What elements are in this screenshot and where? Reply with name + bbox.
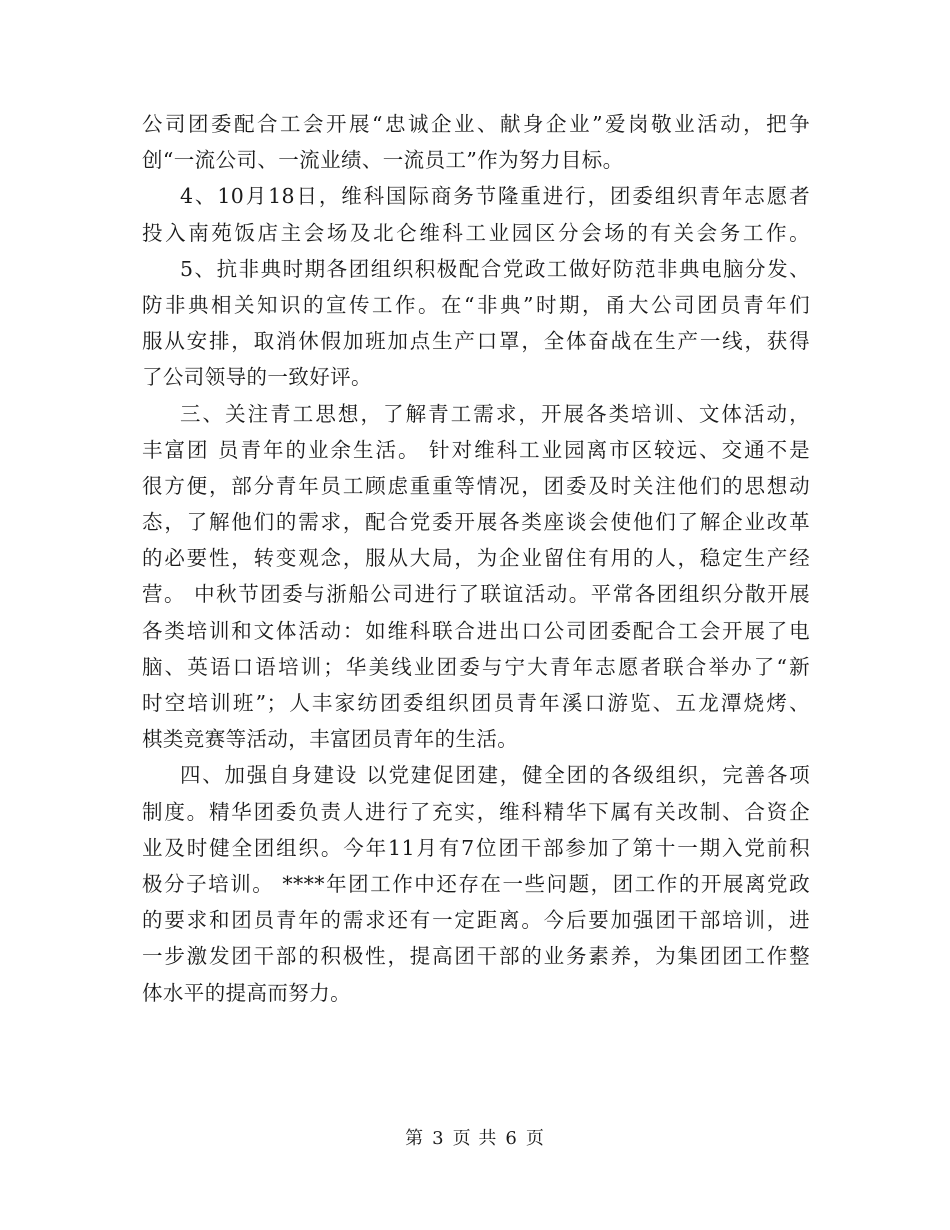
page-footer bbox=[0, 1127, 950, 1151]
text-line: 脑、英语口语培训；华美线业团委与宁大青年志愿者联合举办了“新 bbox=[142, 654, 810, 679]
text-line: 丰富团 员青年的业余生活。 针对维科工业园离市区较远、交通不是 bbox=[142, 437, 810, 462]
text-line: 各类培训和文体活动：如维科联合进出口公司团委配合工会开展了电 bbox=[142, 618, 810, 643]
text-line: 的要求和团员青年的需求还有一定距离。今后要加强团干部培训，进 bbox=[142, 908, 810, 933]
text-line: 体水平的提高而努力。 bbox=[142, 980, 351, 1005]
document-body bbox=[142, 106, 810, 1011]
text-line: 5、抗非典时期各团组织积极配合党政工做好防范非典电脑分发、 bbox=[180, 256, 810, 281]
text-line: 时空培训班”；人丰家纺团委组织团员青年溪口游览、五龙潭烧烤、 bbox=[142, 691, 810, 715]
text-line: 一步激发团干部的积极性，提高团干部的业务素养，为集团团工作整 bbox=[142, 944, 810, 969]
text-line: 三、关注青工思想，了解青工需求，开展各类培训、文体活动， bbox=[180, 401, 810, 426]
text-line: 服从安排，取消休假加班加点生产口罩，全体奋战在生产一线，获得 bbox=[142, 329, 810, 354]
text-line: 创“一流公司、一流业绩、一流员工”作为努力目标。 bbox=[142, 148, 624, 173]
footer-prefix: 第 bbox=[405, 1128, 425, 1149]
text-line: 很方便，部分青年员工顾虑重重等情况，团委及时关注他们的思想动 bbox=[142, 473, 810, 498]
text-line: 极分子培训。 ****年团工作中还存在一些问题，团工作的开展离党政 bbox=[142, 871, 810, 896]
text-line: 了公司领导的一致好评。 bbox=[142, 365, 372, 390]
text-line: 四、加强自身建设 以党建促团建，健全团的各级组织，完善各项 bbox=[180, 763, 810, 788]
text-line: 营。 中秋节团委与浙船公司进行了联谊活动。平常各团组织分散开展 bbox=[142, 582, 810, 607]
text-line: 4、10月18日，维科国际商务节隆重进行，团委组织青年志愿者 bbox=[180, 184, 810, 209]
text-line: 制度。精华团委负责人进行了充实，维科精华下属有关改制、合资企 bbox=[142, 799, 810, 824]
text-line: 投入南苑饭店主会场及北仑维科工业园区分会场的有关会务工作。 bbox=[142, 220, 810, 245]
total-pages-number: 6 bbox=[505, 1128, 518, 1149]
text-line: 公司团委配合工会开展“忠诚企业、献身企业”爱岗敬业活动，把争 bbox=[142, 112, 810, 136]
current-page-number: 3 bbox=[432, 1128, 445, 1149]
text-line: 防非典相关知识的宣传工作。在“非典”时期，甬大公司团员青年们 bbox=[142, 292, 810, 317]
footer-suffix: 页 bbox=[525, 1128, 545, 1149]
footer-mid: 页 共 bbox=[452, 1128, 498, 1149]
text-line: 的必要性，转变观念，服从大局，为企业留住有用的人，稳定生产经 bbox=[142, 546, 810, 571]
text-line: 棋类竞赛等活动，丰富团员青年的生活。 bbox=[142, 727, 519, 752]
text-line: 态，了解他们的需求，配合党委开展各类座谈会使他们了解企业改革 bbox=[142, 510, 810, 535]
text-line: 业及时健全团组织。今年11月有7位团干部参加了第十一期入党前积 bbox=[142, 835, 810, 860]
